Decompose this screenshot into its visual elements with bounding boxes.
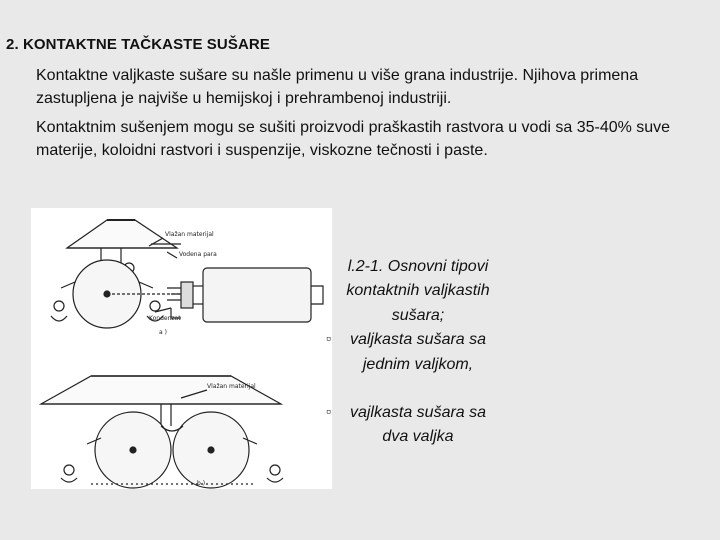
label-top-steam: Vodena para bbox=[179, 251, 217, 258]
paragraph-intro: Kontaktne valjkaste sušare su našle primenu u više grana industrije. Njihova primena zastupljena je najviše u hemijskoj i prehrambenoj industriji. bbox=[36, 67, 639, 107]
bottom-hopper bbox=[41, 376, 281, 404]
label-bottom-material: Vlažan materijal bbox=[207, 383, 256, 390]
caption-title-line-3: sušara; bbox=[391, 306, 445, 324]
paragraph-materials: Kontaktnim sušenjem mogu se sušiti proizvodi praškastih rastvora u vodi sa 35-40% suve materije, koloidni rastvori i suspenzije, viskozne tečnosti i paste. bbox=[36, 119, 671, 159]
figure-caption bbox=[318, 255, 518, 450]
caption-item-a-line-1: valjkasta sušara sa bbox=[349, 331, 487, 349]
label-top-panel: a ) bbox=[159, 329, 167, 336]
caption-item-a-bullet-icon: ▫ bbox=[326, 330, 331, 346]
caption-item-b-line-2: dva valjka bbox=[382, 428, 454, 446]
bottom-collector-left bbox=[64, 465, 74, 475]
label-top-condensate: Kondenzat bbox=[149, 315, 181, 322]
top-collector-right bbox=[150, 301, 160, 311]
caption-title-line-2: kontaktnih valjkastih bbox=[346, 282, 490, 300]
label-top-material: Vlažan materijal bbox=[165, 231, 214, 238]
dryer-diagram bbox=[31, 208, 332, 489]
caption-item-a-line-2: jednim valjkom, bbox=[362, 355, 474, 373]
slide-heading: 2. KONTAKTNE TAČKASTE SUŠARE bbox=[6, 36, 270, 53]
label-bottom-panel: b ) bbox=[197, 480, 206, 487]
top-drum-side-view bbox=[203, 268, 311, 322]
bottom-collector-right bbox=[270, 465, 280, 475]
caption-title-line-1: l.2-1. Osnovni tipovi bbox=[347, 258, 489, 275]
top-collector-left bbox=[54, 301, 64, 311]
caption-item-b-line-1: vajlkasta sušara sa bbox=[349, 404, 487, 422]
caption-item-b-bullet-icon: ▫ bbox=[326, 403, 331, 419]
